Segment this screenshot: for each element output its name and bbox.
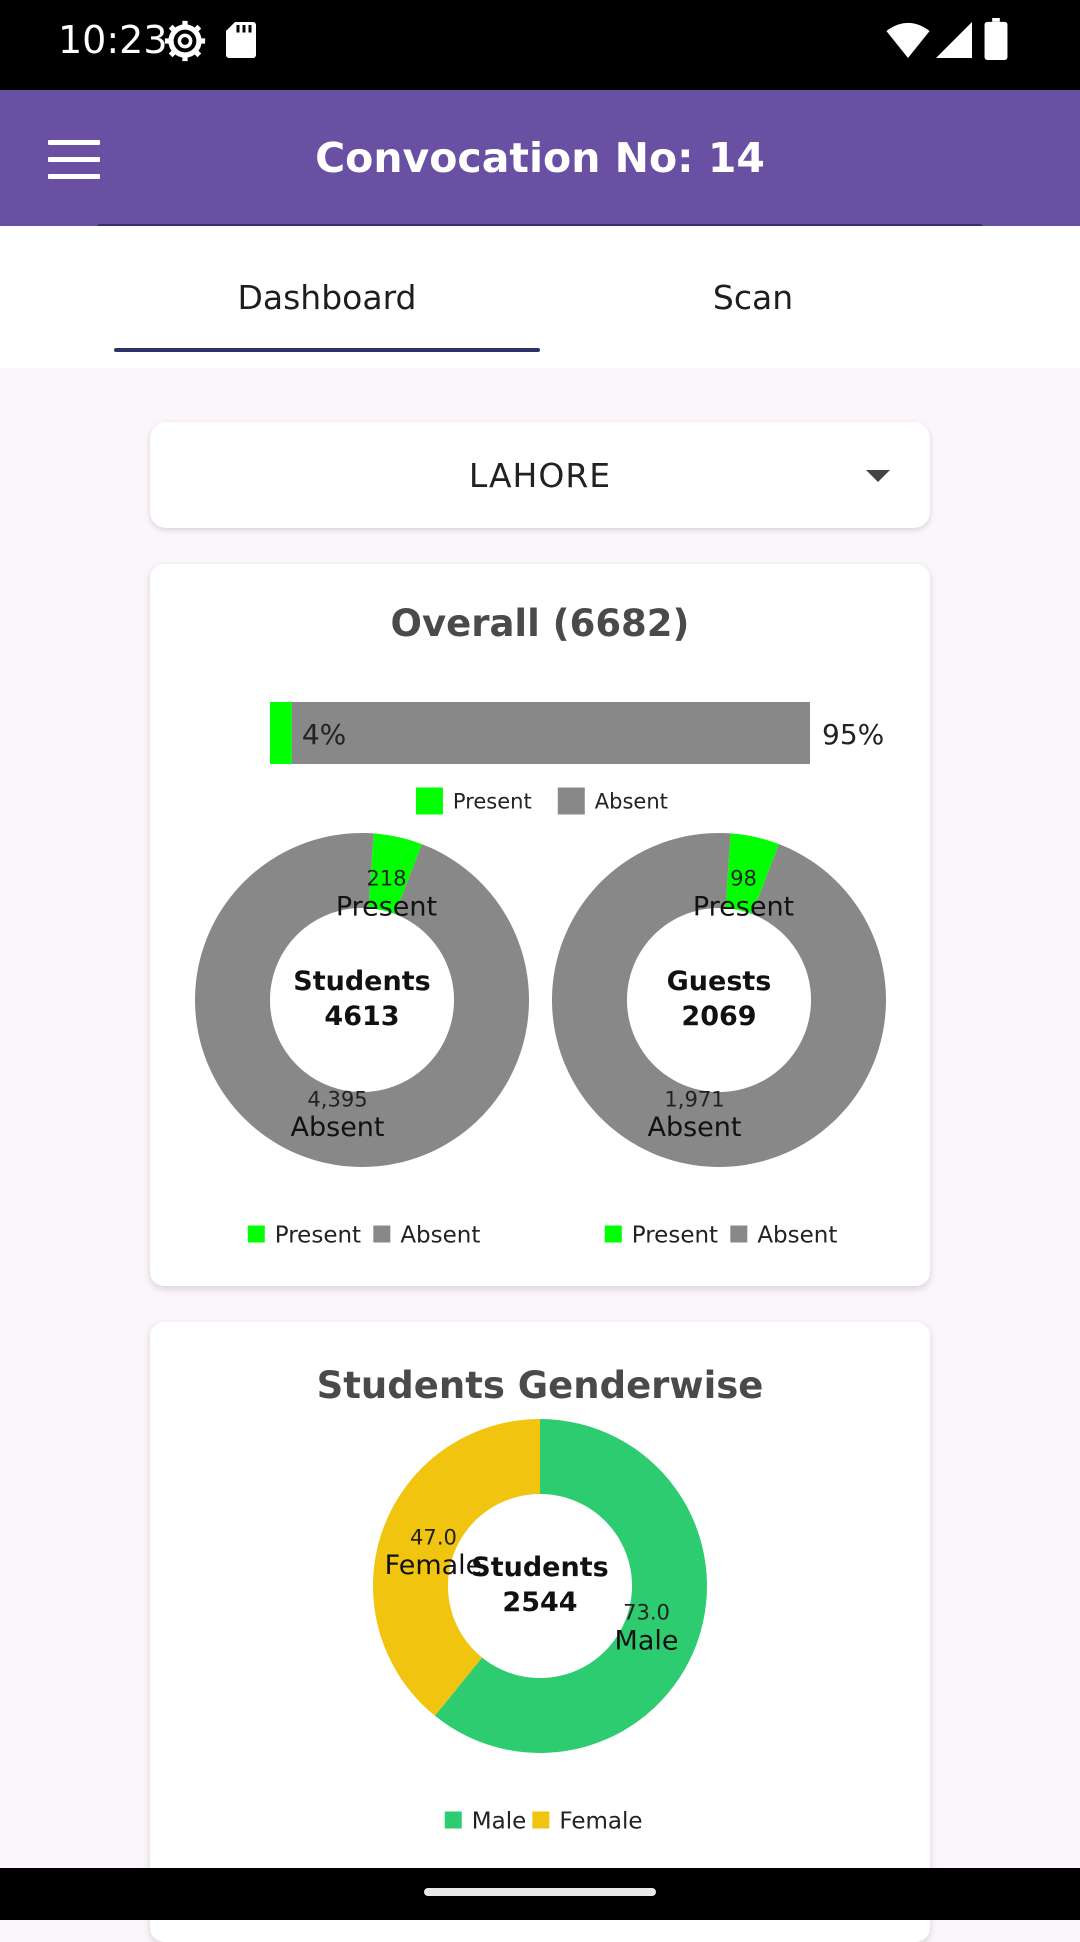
status-bar <box>0 0 1080 90</box>
students-donut-label-name-present: Present <box>335 891 438 923</box>
status-time: 10:23 <box>58 18 168 62</box>
guests-donut-hole <box>636 917 802 1083</box>
page-title: Convocation No: 14 <box>315 134 765 182</box>
students-legend-label-absent: Absent <box>400 1222 481 1249</box>
gender-legend-swatch-female <box>532 1812 549 1829</box>
overall-charts <box>150 564 930 1286</box>
students-donut-label-name-absent: Absent <box>290 1111 385 1143</box>
overall-legend-label-absent: Absent <box>594 789 668 814</box>
overall-legend-label-present: Present <box>452 789 532 814</box>
cell-signal-icon <box>936 22 972 58</box>
gender-donut-label-value-male: 73.0 <box>623 1599 670 1625</box>
settings-gear-icon <box>164 20 206 62</box>
gender-donut-label-name-male: Male <box>614 1625 679 1657</box>
tab-dashboard[interactable]: Dashboard <box>237 277 417 317</box>
tab-indicator <box>114 348 540 352</box>
stacked-bar-absent <box>292 702 810 764</box>
guests-donut-label-value-present: 98 <box>730 865 757 891</box>
tab-scan[interactable]: Scan <box>712 277 794 317</box>
overall-legend-swatch-present <box>416 788 443 815</box>
campus-dropdown[interactable] <box>150 422 930 528</box>
gender-donut-label-name-female: Female <box>384 1549 483 1581</box>
guests-donut-label-name-present: Present <box>692 891 795 923</box>
students-donut-label-value-present: 218 <box>366 865 407 891</box>
students-donut-hole <box>279 917 445 1083</box>
home-gesture-handle[interactable] <box>424 1888 656 1896</box>
gender-legend-label-female: Female <box>559 1808 643 1835</box>
gender-legend-swatch-male <box>445 1812 462 1829</box>
wifi-icon <box>886 22 930 58</box>
tab-bar <box>0 226 1080 368</box>
students-donut-center-value: 4613 <box>324 1001 400 1032</box>
students-legend-swatch-absent <box>373 1226 390 1243</box>
stacked-bar-label-present: 4% <box>301 718 347 751</box>
guests-donut-center-value: 2069 <box>681 1001 757 1032</box>
guests-legend-label-absent: Absent <box>757 1222 838 1249</box>
battery-icon <box>984 18 1008 60</box>
campus-selected-value: LAHORE <box>468 455 612 495</box>
guests-legend-swatch-present <box>605 1226 622 1243</box>
gender-donut-hole <box>457 1503 623 1669</box>
overall-card-title: Overall (6682) <box>390 602 690 645</box>
students-donut-label-value-absent: 4,395 <box>307 1086 368 1112</box>
students-legend-label-present: Present <box>274 1222 362 1249</box>
genderwise-card <box>150 1322 930 1942</box>
app-bar <box>0 90 1080 226</box>
guests-legend-label-present: Present <box>631 1222 719 1249</box>
genderwise-chart <box>150 1322 930 1942</box>
gender-donut-center-value: 2544 <box>502 1587 578 1618</box>
guests-donut-label-name-absent: Absent <box>647 1111 742 1143</box>
guests-donut-label-value-absent: 1,971 <box>664 1086 725 1112</box>
guests-donut-center-title: Guests <box>666 966 772 997</box>
gender-donut-label-value-female: 47.0 <box>410 1524 457 1550</box>
system-nav-bar <box>0 1868 1080 1920</box>
stacked-bar-present <box>270 702 292 764</box>
overall-card <box>150 564 930 1286</box>
overall-legend-swatch-absent <box>558 788 585 815</box>
sd-card-icon <box>226 22 256 58</box>
students-donut-center-title: Students <box>293 966 431 997</box>
chevron-down-icon <box>866 470 890 482</box>
gender-donut-center-title: Students <box>471 1552 609 1583</box>
gender-legend-label-male: Male <box>471 1808 527 1835</box>
genderwise-card-title: Students Genderwise <box>316 1364 764 1407</box>
stacked-bar-label-absent: 95% <box>822 718 885 751</box>
students-legend-swatch-present <box>248 1226 265 1243</box>
guests-legend-swatch-absent <box>730 1226 747 1243</box>
